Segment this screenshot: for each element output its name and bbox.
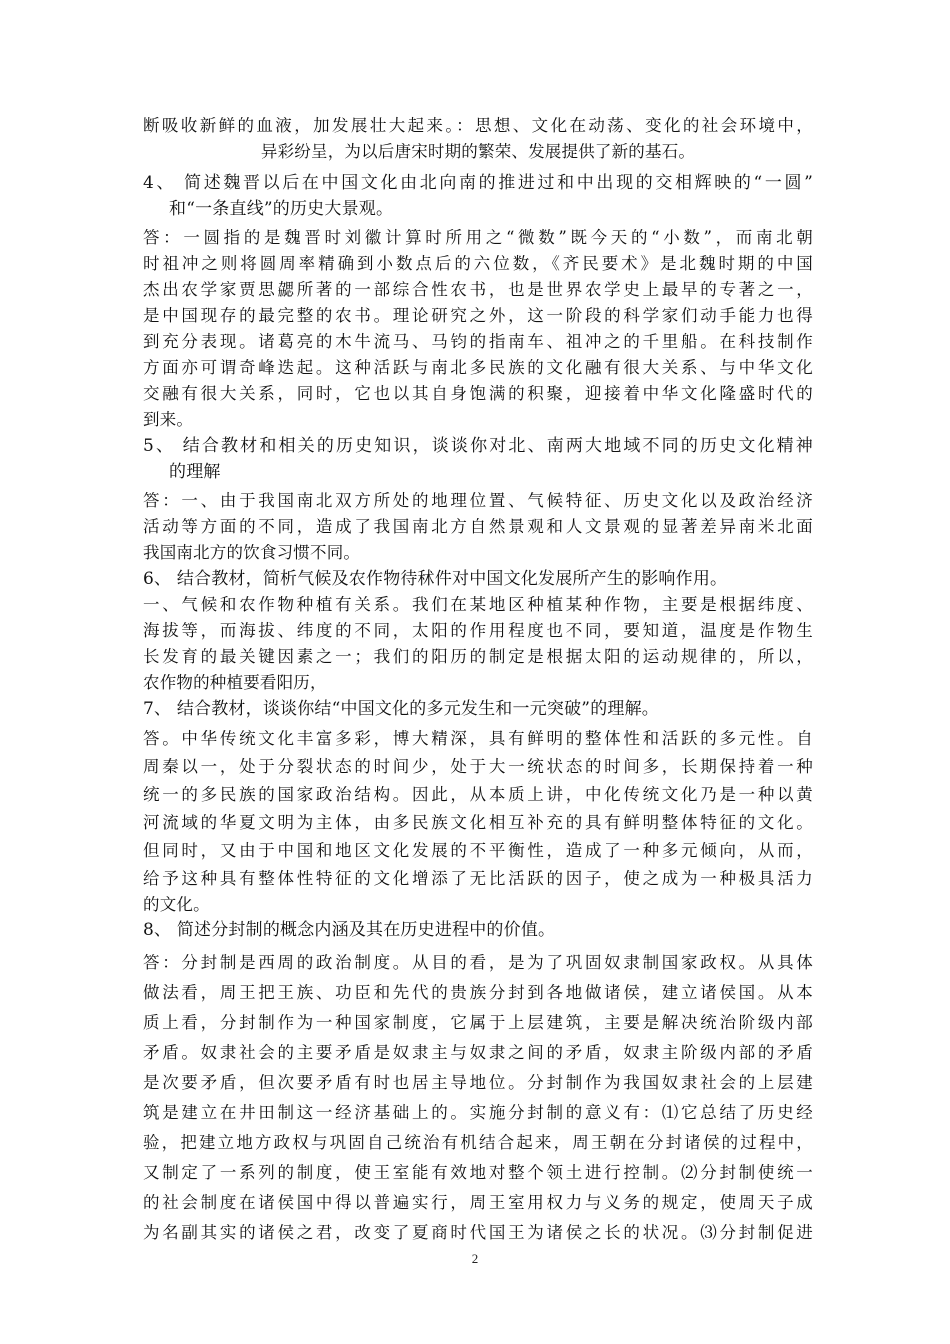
answer-line: 为名副其实的诸侯之君，改变了夏商时代国王为诸侯之长的状况。⑶分封制促进	[143, 1223, 813, 1242]
answer-5	[143, 488, 813, 566]
answer-line: 交融有很大关系，同时，它也以其自身饱满的积聚，迎接着中华文化隆盛时代的	[143, 384, 813, 403]
question-line: 的理解	[169, 462, 221, 482]
answer-line: 又制定了一系列的制度，使王室能有效地对整个领土进行控制。⑵分封制使统一	[143, 1163, 813, 1182]
question-7	[143, 696, 813, 722]
question-line: 5、 结合教材和相关的历史知识，谈谈你对北、南两大地域不同的历史文化精神	[143, 436, 813, 456]
question-line: 6、 结合教材，简析气候及农作物待秫件对中国文化发展所产生的影响作用。	[143, 569, 728, 589]
answer-line: 是中国现存的最完整的农书。理论研究之外，这一阶段的科学家们动手能力也得	[143, 306, 813, 325]
question-line: 7、 结合教材，谈谈你结“中国文化的多元发生和一元突破”的理解。	[143, 699, 660, 719]
answer-line: 河流域的华夏文明为主体，由多民族文化相互补充的具有鲜明整体特征的文化。	[143, 813, 813, 832]
answer-line: 答。中华传统文化丰富多彩，博大精深，具有鲜明的整体性和活跃的多元性。自	[143, 729, 813, 748]
answer-6	[143, 592, 813, 696]
answer-line: 到来。	[143, 410, 194, 429]
answer-line: 周秦以一，处于分裂状态的时间少，处于大一统状态的时间多，长期保持着一种	[143, 757, 813, 776]
answer-line: 到充分表现。诸葛亮的木牛流马、马钧的指南车、祖冲之的千里船。在科技制作	[143, 332, 813, 351]
intro-line: 断吸收新鲜的血液，加发展壮大起来。：思想、文化在动荡、变化的社会环境中，	[143, 116, 813, 135]
question-line: 和“一条直线”的历史大景观。	[169, 199, 394, 219]
intro-paragraph	[143, 113, 813, 165]
answer-7	[143, 725, 813, 917]
answer-4	[143, 225, 813, 433]
answer-line: 农作物的种植要看阳历，	[143, 673, 327, 692]
intro-line: 异彩纷呈，为以后唐宋时期的繁荣、发展提供了新的基石。	[260, 142, 696, 161]
answer-line: 杰出农学家贾思勰所著的一部综合性农书，也是世界农学史上最早的专著之一，	[143, 280, 813, 299]
answer-line: 时祖冲之则将圆周率精确到小数点后的六位数，《齐民要术》是北魏时期的中国	[143, 254, 813, 273]
answer-line: 答：分封制是西周的政治制度。从目的看，是为了巩固奴隶制国家政权。从具体	[143, 953, 813, 972]
answer-line: 统一的多民族的国家政治结构。因此，从本质上讲，中化传统文化乃是一种以黄	[143, 785, 813, 804]
answer-line: 答：一圆指的是魏晋时刘徽计算时所用之“微数”既今天的“小数”，而南北朝	[143, 228, 813, 247]
answer-line: 给予这种具有整体性特征的文化增添了无比活跃的因子，使之成为一种极具活力	[143, 869, 813, 888]
answer-line: 的文化。	[143, 895, 210, 914]
answer-line: 答：一、由于我国南北双方所处的地理位置、气候特征、历史文化以及政治经济	[143, 491, 813, 510]
question-line: 8、 简述分封制的概念内涵及其在历史进程中的价值。	[143, 920, 556, 940]
answer-line: 质上看，分封制作为一种国家制度，它属于上层建筑，主要是解决统治阶级内部	[143, 1013, 813, 1032]
answer-line: 方面亦可谓奇峰迭起。这种活跃与南北多民族的文化融有很大关系、与中华文化	[143, 358, 813, 377]
answer-line: 一、气候和农作物种植有关系。我们在某地区种植某种作物，主要是根据纬度、	[143, 595, 813, 614]
answer-line: 是次要矛盾，但次要矛盾有时也居主导地位。分封制作为我国奴隶社会的上层建	[143, 1073, 813, 1092]
answer-line: 筑是建立在井田制这一经济基础上的。实施分封制的意义有：⑴它总结了历史经	[143, 1103, 813, 1122]
page-number: 2	[471, 1251, 479, 1266]
question-4	[143, 170, 813, 222]
question-5	[143, 433, 813, 485]
answer-line: 做法看，周王把王族、功臣和先代的贵族分封到各地做诸侯，建立诸侯国。从本	[143, 983, 813, 1002]
answer-line: 长发育的最关键因素之一；我们的阳历的制定是根据太阳的运动规律的，所以，	[143, 647, 813, 666]
answer-line: 的社会制度在诸侯国中得以普遍实行，周王室用权力与义务的规定，使周天子成	[143, 1193, 813, 1212]
answer-line: 活动等方面的不同，造成了我国南北方自然景观和人文景观的显著差异南米北面	[143, 517, 813, 536]
question-6	[143, 566, 813, 592]
answer-line: 验，把建立地方政权与巩固自己统治有机结合起来，周王朝在分封诸侯的过程中，	[143, 1133, 813, 1152]
answer-line: 海拔等，而海拔、纬度的不同，太阳的作用程度也不同，要知道，温度是作物生	[143, 621, 813, 640]
answer-line: 我国南北方的饮食习惯不同。	[143, 543, 361, 562]
answer-line: 但同时，又由于中国和地区文化发展的不平衡性，造成了一种多元倾向，从而，	[143, 841, 813, 860]
answer-8	[143, 948, 813, 1248]
answer-line: 矛盾。奴隶社会的主要矛盾是奴隶主与奴隶之间的矛盾，奴隶主阶级内部的矛盾	[143, 1043, 813, 1062]
question-8	[143, 917, 813, 943]
question-line: 4、 简述魏晋以后在中国文化由北向南的推进过和中出现的交相辉映的“一圆”	[143, 173, 813, 193]
document-body	[143, 113, 813, 1248]
